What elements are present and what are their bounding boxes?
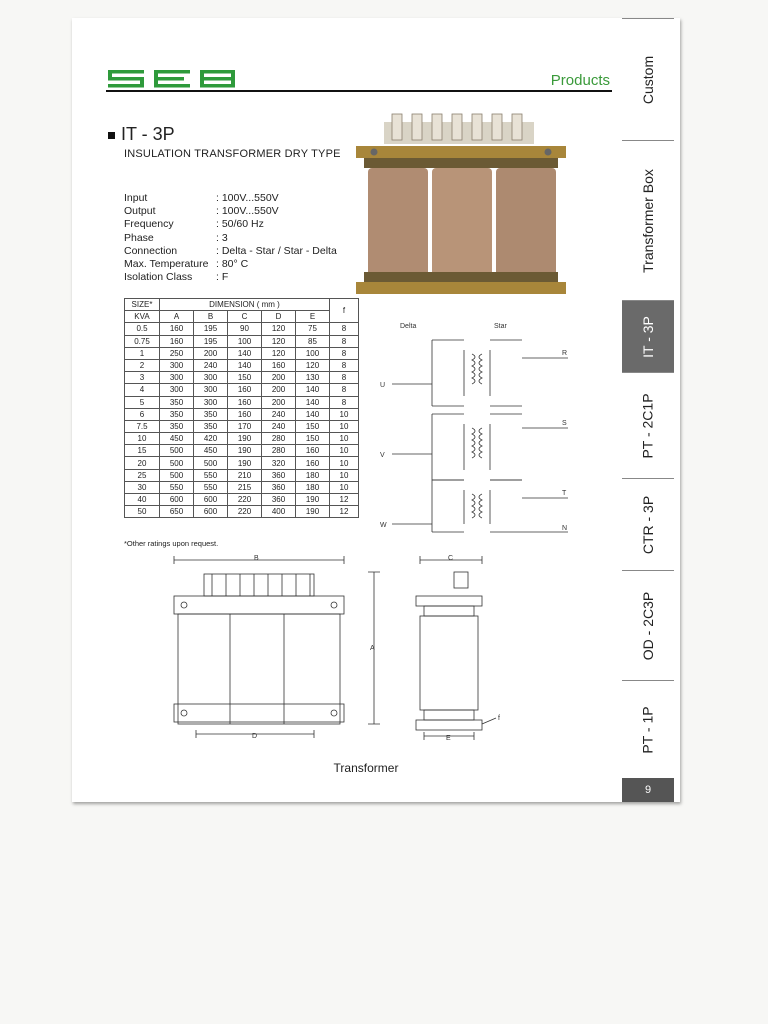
dim-a-label: A xyxy=(370,645,375,652)
table-cell: 160 xyxy=(262,359,296,371)
table-cell: 10 xyxy=(330,408,359,420)
col-header: E xyxy=(296,311,330,323)
col-header: D xyxy=(262,311,296,323)
dim-c-label: C xyxy=(448,555,454,562)
col-header: B xyxy=(194,311,228,323)
table-cell: 200 xyxy=(194,347,228,359)
table-cell: 450 xyxy=(160,433,194,445)
spec-row: Isolation Class : F xyxy=(124,271,229,284)
table-row xyxy=(125,408,359,420)
table-cell: 220 xyxy=(228,506,262,518)
drawing-caption: Transformer xyxy=(333,761,399,775)
table-cell: 150 xyxy=(228,372,262,384)
table-cell: 8 xyxy=(330,372,359,384)
table-row xyxy=(125,359,359,371)
table-cell: 300 xyxy=(160,359,194,371)
product-title xyxy=(108,124,175,145)
table-cell: 8 xyxy=(330,347,359,359)
spec-row: Input : 100V...550V xyxy=(124,192,279,204)
transformer-photo xyxy=(354,110,568,300)
table-cell: 4 xyxy=(125,384,160,396)
table-cell: 360 xyxy=(262,481,296,493)
table-cell: 140 xyxy=(296,396,330,408)
table-cell: 240 xyxy=(194,359,228,371)
product-subtitle: INSULATION TRANSFORMER DRY TYPE xyxy=(124,148,341,160)
table-row xyxy=(125,494,359,506)
side-tabs xyxy=(622,18,674,802)
table-cell: 190 xyxy=(228,445,262,457)
dim-f-label: f xyxy=(498,715,500,722)
table-cell: 160 xyxy=(296,445,330,457)
table-cell: 90 xyxy=(228,323,262,335)
table-cell: 140 xyxy=(228,359,262,371)
table-cell: 180 xyxy=(296,469,330,481)
table-cell: 160 xyxy=(160,335,194,347)
table-cell: 150 xyxy=(296,420,330,432)
table-cell: 10 xyxy=(330,469,359,481)
coil-pair-1 xyxy=(432,340,522,406)
table-row xyxy=(125,457,359,469)
table-cell: 500 xyxy=(194,457,228,469)
col-header: A xyxy=(160,311,194,323)
table-cell: 280 xyxy=(262,445,296,457)
table-cell: 600 xyxy=(194,506,228,518)
table-cell: 200 xyxy=(262,396,296,408)
table-cell: 160 xyxy=(296,457,330,469)
table-cell: 360 xyxy=(262,494,296,506)
table-row xyxy=(125,347,359,359)
table-cell: 100 xyxy=(228,335,262,347)
table-cell: 210 xyxy=(228,469,262,481)
table-cell: 25 xyxy=(125,469,160,481)
spec-row: Frequency : 50/60 Hz xyxy=(124,218,264,231)
table-cell: 220 xyxy=(228,494,262,506)
table-cell: 600 xyxy=(160,494,194,506)
table-cell: 550 xyxy=(194,481,228,493)
table-cell: 75 xyxy=(296,323,330,335)
spec-list xyxy=(124,192,337,284)
table-row xyxy=(125,506,359,518)
table-row xyxy=(125,433,359,445)
table-cell: 300 xyxy=(160,372,194,384)
dimension-header: DIMENSION ( mm ) xyxy=(160,299,330,311)
table-cell: 550 xyxy=(160,481,194,493)
table-cell: 120 xyxy=(262,347,296,359)
page-number: 9 xyxy=(622,778,674,802)
table-cell: 195 xyxy=(194,335,228,347)
tab-pt-1p[interactable]: PT - 1P xyxy=(622,680,674,779)
table-cell: 300 xyxy=(194,384,228,396)
product-title-text: IT - 3P xyxy=(121,124,175,144)
table-cell: 190 xyxy=(228,433,262,445)
output-s-label: S xyxy=(562,420,567,427)
table-cell: 215 xyxy=(228,481,262,493)
table-cell: 190 xyxy=(228,457,262,469)
tab-ctr-3p[interactable]: CTR - 3P xyxy=(622,478,674,571)
table-cell: 150 xyxy=(296,433,330,445)
table-cell: 350 xyxy=(194,408,228,420)
side-view-drawing xyxy=(406,554,514,740)
table-cell: 500 xyxy=(160,445,194,457)
output-t-label: T xyxy=(562,490,567,497)
star-label: Star xyxy=(494,323,507,330)
table-cell: 8 xyxy=(330,335,359,347)
table-cell: 650 xyxy=(160,506,194,518)
table-row xyxy=(125,396,359,408)
table-cell: 160 xyxy=(160,323,194,335)
table-cell: 180 xyxy=(296,481,330,493)
table-cell: 5 xyxy=(125,396,160,408)
table-cell: 120 xyxy=(296,359,330,371)
tab-custom[interactable]: Custom xyxy=(622,18,674,141)
table-cell: 40 xyxy=(125,494,160,506)
table-cell: 100 xyxy=(296,347,330,359)
kva-header: KVA xyxy=(125,311,160,323)
size-header: SIZE* xyxy=(125,299,160,311)
spec-row: Output : 100V...550V xyxy=(124,205,279,218)
delta-label: Delta xyxy=(400,323,417,330)
table-cell: 240 xyxy=(262,420,296,432)
table-cell: 160 xyxy=(228,396,262,408)
table-cell: 600 xyxy=(194,494,228,506)
dim-b-label: B xyxy=(254,555,259,562)
table-cell: 160 xyxy=(228,408,262,420)
table-cell: 6 xyxy=(125,408,160,420)
table-cell: 350 xyxy=(160,408,194,420)
table-cell: 7.5 xyxy=(125,420,160,432)
table-row xyxy=(125,384,359,396)
table-row xyxy=(125,335,359,347)
table-cell: 120 xyxy=(262,335,296,347)
table-cell: 160 xyxy=(228,384,262,396)
catalog-page xyxy=(72,18,680,802)
table-cell: 300 xyxy=(160,384,194,396)
table-cell: 360 xyxy=(262,469,296,481)
tab-it-3p[interactable]: IT - 3P xyxy=(622,300,674,373)
coil-pair-2 xyxy=(432,414,522,480)
spec-row: Phase : 3 xyxy=(124,231,228,244)
table-cell: 195 xyxy=(194,323,228,335)
table-cell: 350 xyxy=(194,420,228,432)
table-cell: 8 xyxy=(330,323,359,335)
table-cell: 320 xyxy=(262,457,296,469)
table-cell: 200 xyxy=(262,384,296,396)
table-cell: 200 xyxy=(262,372,296,384)
table-cell: 30 xyxy=(125,481,160,493)
table-cell: 250 xyxy=(160,347,194,359)
table-cell: 420 xyxy=(194,433,228,445)
table-cell: 280 xyxy=(262,433,296,445)
spec-row: Connection : Delta - Star / Star - Delta xyxy=(124,244,337,257)
table-cell: 300 xyxy=(194,396,228,408)
table-cell: 550 xyxy=(194,469,228,481)
table-cell: 450 xyxy=(194,445,228,457)
spec-row: Max. Temperature : 80° C xyxy=(124,258,249,271)
table-cell: 190 xyxy=(296,506,330,518)
table-cell: 140 xyxy=(296,384,330,396)
input-w-label: W xyxy=(380,522,387,529)
table-cell: 10 xyxy=(125,433,160,445)
section-label: Products xyxy=(550,72,610,89)
table-cell: 350 xyxy=(160,420,194,432)
table-cell: 10 xyxy=(330,445,359,457)
dimension-table-body xyxy=(125,323,359,518)
front-view-drawing xyxy=(166,554,406,740)
table-note: *Other ratings upon request. xyxy=(124,539,219,548)
table-cell: 1 xyxy=(125,347,160,359)
wiring-diagram xyxy=(372,318,572,540)
table-row xyxy=(125,445,359,457)
coil-pair-3 xyxy=(432,480,522,532)
table-row xyxy=(125,323,359,335)
table-cell: 50 xyxy=(125,506,160,518)
table-cell: 8 xyxy=(330,359,359,371)
table-cell: 300 xyxy=(194,372,228,384)
table-cell: 10 xyxy=(330,457,359,469)
tab-od-2c3p[interactable]: OD - 2C3P xyxy=(622,570,674,681)
table-cell: 0.5 xyxy=(125,323,160,335)
f-header: f xyxy=(330,299,359,323)
table-cell: 10 xyxy=(330,420,359,432)
table-cell: 2 xyxy=(125,359,160,371)
table-cell: 10 xyxy=(330,433,359,445)
header-rule xyxy=(106,90,612,92)
table-cell: 12 xyxy=(330,506,359,518)
dimension-table xyxy=(124,298,359,518)
table-row xyxy=(125,481,359,493)
table-cell: 350 xyxy=(160,396,194,408)
input-u-label: U xyxy=(380,382,386,389)
table-cell: 85 xyxy=(296,335,330,347)
table-cell: 140 xyxy=(228,347,262,359)
table-cell: 8 xyxy=(330,396,359,408)
terminal-block xyxy=(204,574,314,596)
table-row xyxy=(125,372,359,384)
dim-d-label: D xyxy=(252,733,258,740)
col-header: C xyxy=(228,311,262,323)
table-cell: 8 xyxy=(330,384,359,396)
tab-transformer-box[interactable]: Transformer Box xyxy=(622,140,674,301)
table-row xyxy=(125,469,359,481)
input-v-label: V xyxy=(380,452,385,459)
table-cell: 12 xyxy=(330,494,359,506)
table-cell: 3 xyxy=(125,372,160,384)
table-cell: 15 xyxy=(125,445,160,457)
table-cell: 400 xyxy=(262,506,296,518)
seb-logo xyxy=(108,70,236,88)
table-cell: 500 xyxy=(160,469,194,481)
table-cell: 140 xyxy=(296,408,330,420)
table-cell: 120 xyxy=(262,323,296,335)
table-row xyxy=(125,420,359,432)
table-cell: 130 xyxy=(296,372,330,384)
table-cell: 500 xyxy=(160,457,194,469)
tab-pt-2c1p[interactable]: PT - 2C1P xyxy=(622,372,674,479)
table-cell: 0.75 xyxy=(125,335,160,347)
table-cell: 10 xyxy=(330,481,359,493)
output-n-label: N xyxy=(562,525,568,532)
table-cell: 190 xyxy=(296,494,330,506)
table-cell: 20 xyxy=(125,457,160,469)
dim-e-label: E xyxy=(446,735,451,740)
bullet-icon xyxy=(108,132,115,139)
table-cell: 240 xyxy=(262,408,296,420)
table-cell: 170 xyxy=(228,420,262,432)
output-r-label: R xyxy=(562,350,568,357)
